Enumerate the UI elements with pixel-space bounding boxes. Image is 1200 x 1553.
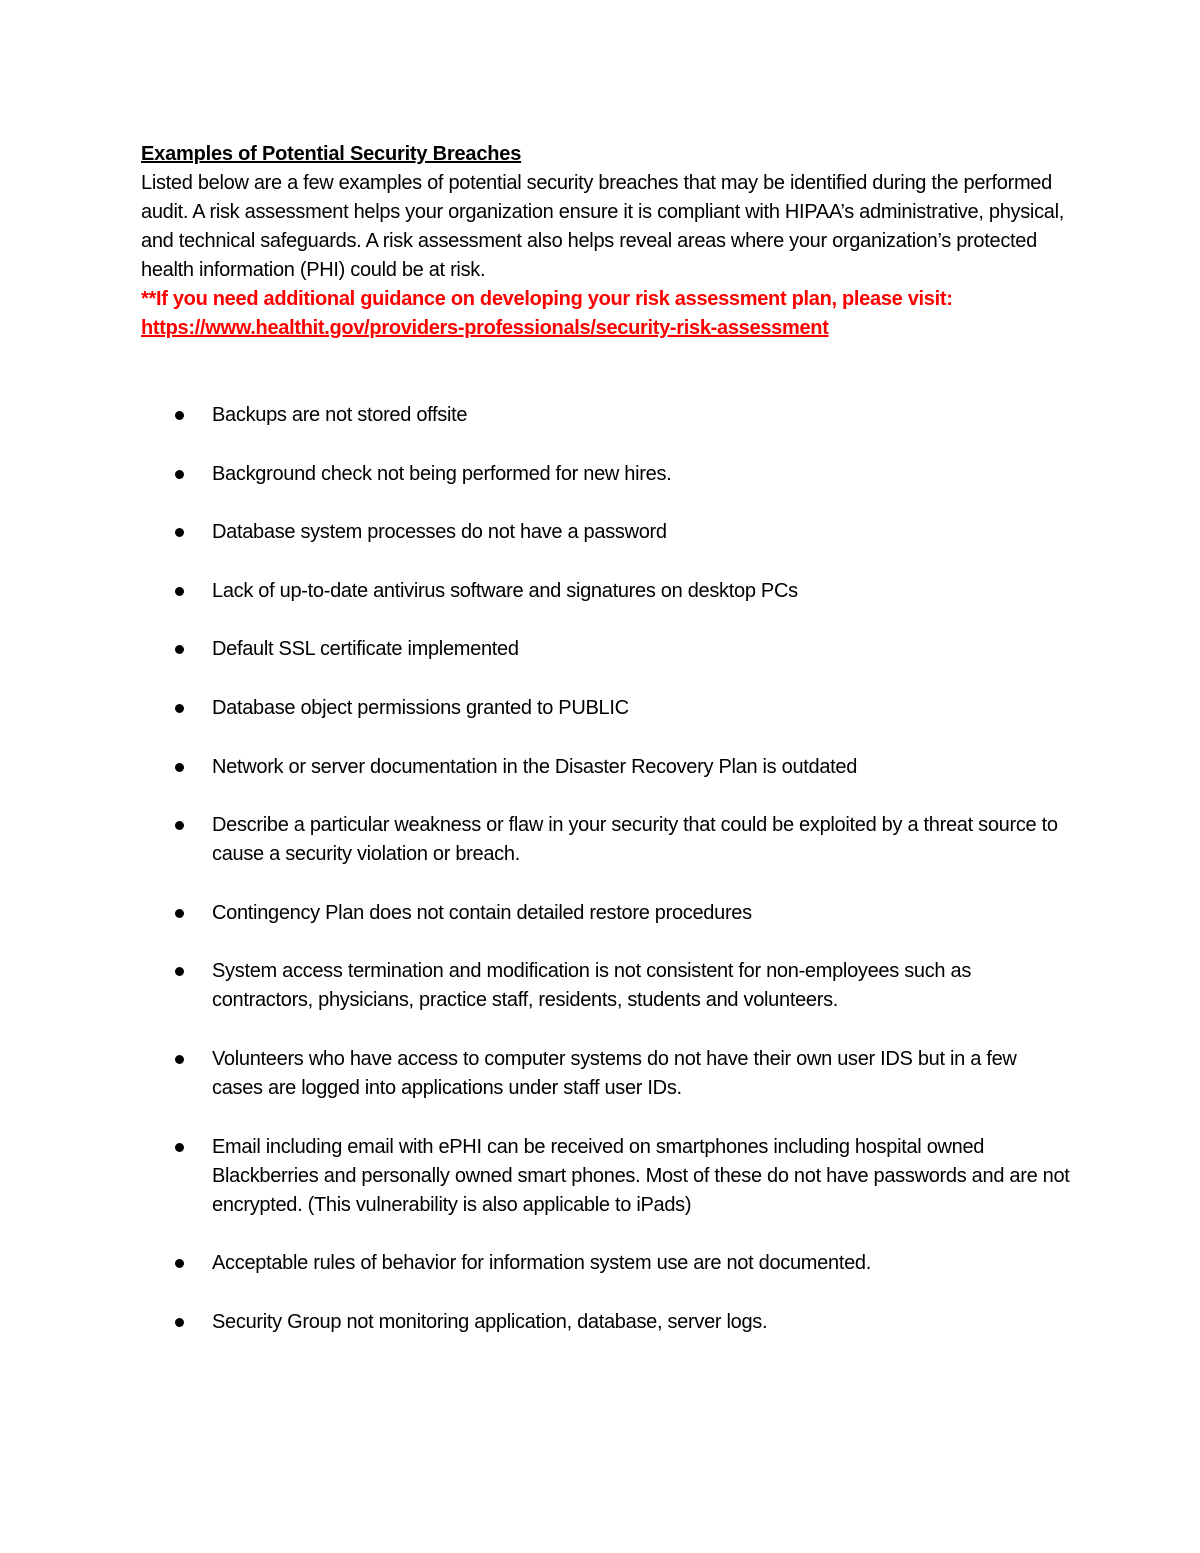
list-item-text: Network or server documentation in the Disaster Recovery Plan is outdated	[212, 755, 858, 778]
list-item	[141, 694, 1071, 723]
list-item	[141, 1249, 1071, 1278]
list-item	[141, 401, 1071, 430]
list-item-text: Volunteers who have access to computer systems do not have their own user IDS but in a few cases are logged into applications under staff user IDs.	[212, 1047, 1017, 1099]
bullet-icon	[175, 528, 184, 537]
list-item	[141, 1045, 1071, 1103]
document-title: Examples of Potential Security Breaches	[141, 143, 522, 165]
bullet-icon	[175, 1318, 184, 1327]
list-item	[141, 811, 1071, 869]
document-page	[141, 140, 1071, 1366]
list-item-text: Database object permissions granted to PUBLIC	[212, 696, 629, 719]
intro-paragraph: Listed below are a few examples of potential security breaches that may be identified during the performed audit. A risk assessment helps your organization ensure it is compliant with HIPAA’s administrative, physical, and technical safeguards. A risk assessment also helps reveal areas where your organization’s protected health information (PHI) could be at risk.	[141, 172, 1064, 281]
bullet-icon	[175, 821, 184, 830]
list-item	[141, 1308, 1071, 1337]
list-item-text: Acceptable rules of behavior for information system use are not documented.	[212, 1252, 871, 1275]
bullet-icon	[175, 704, 184, 713]
list-item-text: Lack of up-to-date antivirus software and signatures on desktop PCs	[212, 579, 798, 602]
list-item-text: Contingency Plan does not contain detailed restore procedures	[212, 901, 752, 924]
list-item-text: Security Group not monitoring application, database, server logs.	[212, 1310, 768, 1333]
guidance-note	[141, 285, 1071, 343]
list-item	[141, 1133, 1071, 1220]
bullet-icon	[175, 1259, 184, 1268]
list-item-text: Backups are not stored offsite	[212, 404, 468, 426]
bullet-icon	[175, 587, 184, 596]
bullet-icon	[175, 763, 184, 772]
list-item	[141, 957, 1071, 1015]
list-item	[141, 577, 1071, 606]
guidance-link[interactable]: https://www.healthit.gov/providers-professionals/security-risk-assessment	[141, 317, 829, 339]
guidance-note-text: **If you need additional guidance on developing your risk assessment plan, please visit:	[141, 288, 953, 310]
list-item-text: System access termination and modification is not consistent for non-employees such as contractors, physicians, practice staff, residents, students and volunteers.	[212, 960, 972, 1012]
bullet-icon	[175, 909, 184, 918]
list-item	[141, 460, 1071, 489]
list-item	[141, 518, 1071, 547]
list-item-text: Default SSL certificate implemented	[212, 638, 519, 661]
list-item	[141, 753, 1071, 782]
list-item	[141, 635, 1071, 664]
list-item-text: Describe a particular weakness or flaw in your security that could be exploited by a threat source to cause a security violation or breach.	[212, 814, 1058, 866]
bullet-icon	[175, 1055, 184, 1064]
list-item-text: Background check not being performed for new hires.	[212, 462, 672, 485]
list-item-text: Database system processes do not have a password	[212, 521, 667, 544]
list-item	[141, 899, 1071, 928]
bullet-icon	[175, 411, 184, 420]
bullet-icon	[175, 967, 184, 976]
bullet-icon	[175, 1143, 184, 1152]
breach-list	[141, 401, 1071, 1337]
bullet-icon	[175, 470, 184, 479]
bullet-icon	[175, 645, 184, 654]
list-item-text: Email including email with ePHI can be received on smartphones including hospital owned Blackberries and personally owned smart phones. Most of these do not have passwords and are not encrypted. (This vulnerability is also applicable to iPads)	[212, 1135, 1070, 1216]
